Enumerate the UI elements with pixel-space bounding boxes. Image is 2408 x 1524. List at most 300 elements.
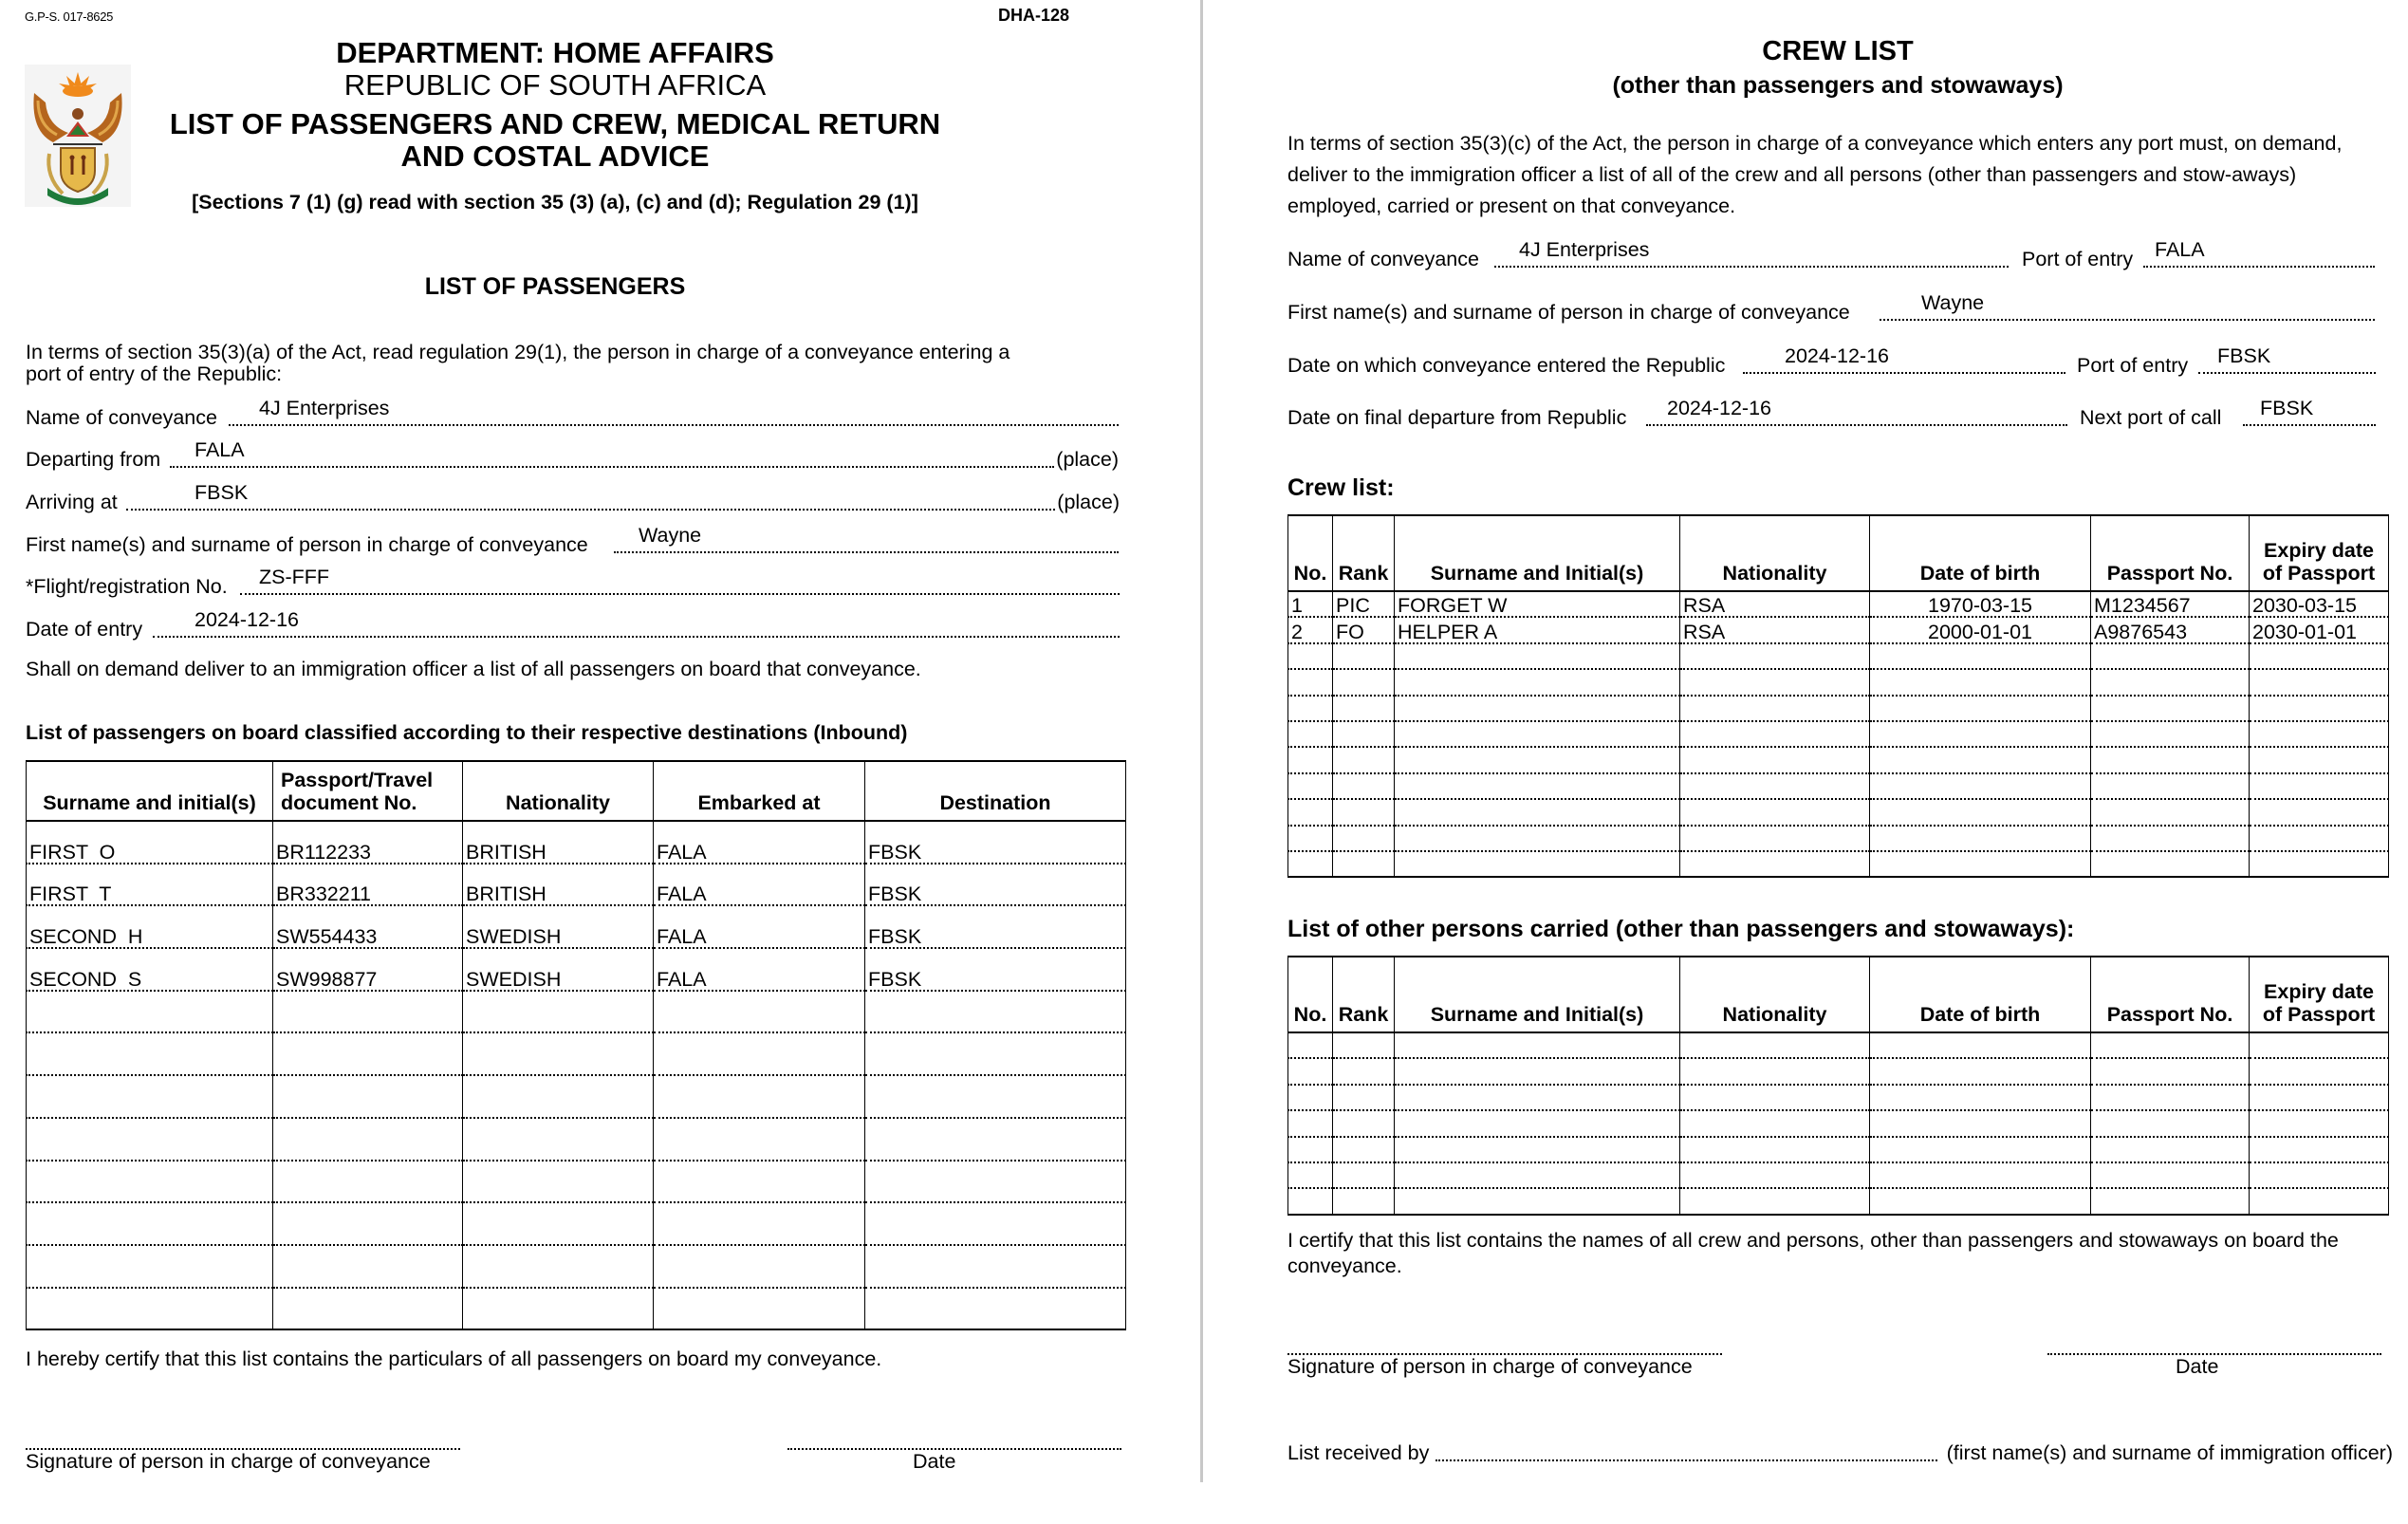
passenger-cell[interactable] bbox=[865, 991, 1126, 1033]
crew-cell[interactable]: 2 bbox=[1288, 617, 1333, 642]
crew-cell[interactable] bbox=[2091, 826, 2250, 851]
passengers-intro: In terms of section 35(3)(a) of the Act, read regulation 29(1), the person in charge of a conveyance entering a port of entry of the Republic: bbox=[26, 341, 1010, 385]
crew-cell[interactable] bbox=[1395, 721, 1680, 747]
other-person-cell[interactable] bbox=[2091, 1188, 2250, 1214]
other-person-cell[interactable] bbox=[1288, 1032, 1333, 1058]
other-person-cell[interactable] bbox=[1333, 1162, 1395, 1188]
passenger-cell[interactable]: FBSK bbox=[865, 821, 1126, 864]
field-label: First name(s) and surname of person in charge of conveyance bbox=[26, 533, 588, 556]
crew-cell[interactable]: 2030-01-01 bbox=[2250, 617, 2389, 642]
crew-cell[interactable] bbox=[1395, 799, 1680, 825]
field-date-of-entry bbox=[26, 608, 1120, 641]
date-of-entry-input[interactable]: 2024-12-16 bbox=[194, 608, 299, 631]
crew-cell[interactable] bbox=[1333, 826, 1395, 851]
crew-cell[interactable] bbox=[1395, 826, 1680, 851]
dotted-line bbox=[229, 424, 1119, 426]
other-person-cell[interactable] bbox=[1395, 1110, 1680, 1136]
passenger-cell[interactable]: FIRST T bbox=[27, 864, 273, 906]
crew-row bbox=[1288, 721, 2389, 747]
other-person-cell[interactable] bbox=[1395, 1058, 1680, 1084]
other-person-cell[interactable] bbox=[2250, 1162, 2389, 1188]
other-person-cell[interactable] bbox=[1333, 1085, 1395, 1110]
crew-cell[interactable] bbox=[1870, 851, 2091, 877]
field-suffix: (first name(s) and surname of immigration officer) bbox=[1946, 1441, 2393, 1464]
passenger-cell[interactable]: FBSK bbox=[865, 905, 1126, 948]
country-title: REPUBLIC OF SOUTH AFRICA bbox=[343, 68, 767, 102]
field-label: *Flight/registration No. bbox=[26, 575, 228, 598]
col-header-passport: Passport No. bbox=[2091, 515, 2250, 591]
crew-cell[interactable] bbox=[1288, 669, 1333, 695]
field-label: Next port of call bbox=[2080, 406, 2222, 429]
passenger-cell[interactable] bbox=[463, 1032, 654, 1075]
other-person-cell[interactable] bbox=[1680, 1162, 1870, 1188]
crew-cell[interactable]: RSA bbox=[1680, 591, 1870, 617]
page-divider bbox=[1200, 0, 1203, 1482]
other-person-cell[interactable] bbox=[1395, 1137, 1680, 1162]
passenger-cell[interactable]: FALA bbox=[654, 864, 865, 906]
crew-conveyance-name-input[interactable]: 4J Enterprises bbox=[1519, 238, 1650, 261]
crew-list-subtitle: (other than passengers and stowaways) bbox=[1612, 72, 2064, 99]
passenger-cell[interactable] bbox=[654, 1075, 865, 1118]
passenger-cell[interactable] bbox=[865, 1288, 1126, 1330]
passengers-section-title: LIST OF PASSENGERS bbox=[424, 273, 686, 300]
passenger-cell[interactable]: SW554433 bbox=[273, 905, 463, 948]
passenger-cell[interactable] bbox=[27, 1288, 273, 1330]
flight-registration-input[interactable]: ZS-FFF bbox=[259, 566, 330, 588]
passenger-cell[interactable] bbox=[654, 1202, 865, 1245]
crew-port-of-entry-2-input[interactable]: FBSK bbox=[2217, 344, 2271, 367]
crew-cell[interactable]: FO bbox=[1333, 617, 1395, 642]
passenger-certification: I hereby certify that this list contains the particulars of all passengers on board my conveyance. bbox=[26, 1347, 882, 1370]
crew-cell[interactable] bbox=[1870, 669, 2091, 695]
other-person-cell[interactable] bbox=[1395, 1162, 1680, 1188]
coat-of-arms-icon bbox=[25, 65, 131, 207]
passenger-row bbox=[27, 1118, 1126, 1161]
crew-cell[interactable] bbox=[2091, 696, 2250, 721]
passenger-cell[interactable]: BRITISH bbox=[463, 821, 654, 864]
crew-cell[interactable] bbox=[1333, 696, 1395, 721]
crew-cell[interactable] bbox=[2250, 696, 2389, 721]
field-label: Date on which conveyance entered the Republic bbox=[1287, 354, 1726, 377]
crew-cell[interactable] bbox=[1395, 669, 1680, 695]
crew-cell[interactable] bbox=[2091, 747, 2250, 772]
crew-signature-label: Signature of person in charge of conveyance bbox=[1287, 1355, 1693, 1378]
col-header-nationality: Nationality bbox=[1680, 957, 1870, 1032]
crew-cell[interactable] bbox=[1333, 721, 1395, 747]
other-person-row bbox=[1288, 1032, 2389, 1058]
passenger-row bbox=[27, 1032, 1126, 1075]
col-header-surname: Surname and Initial(s) bbox=[1395, 515, 1680, 591]
passenger-row bbox=[27, 1161, 1126, 1203]
crew-cell[interactable] bbox=[1288, 773, 1333, 799]
other-person-cell[interactable] bbox=[1395, 1188, 1680, 1214]
crew-cell[interactable] bbox=[1395, 851, 1680, 877]
crew-cell[interactable]: PIC bbox=[1333, 591, 1395, 617]
passenger-cell[interactable] bbox=[27, 991, 273, 1033]
other-person-cell[interactable] bbox=[1288, 1188, 1333, 1214]
crew-date-entered-input[interactable]: 2024-12-16 bbox=[1785, 344, 1889, 367]
crew-cell[interactable] bbox=[2250, 799, 2389, 825]
field-label: Port of entry bbox=[2077, 354, 2189, 377]
crew-port-of-entry-1-input[interactable]: FALA bbox=[2155, 238, 2205, 261]
crew-cell[interactable] bbox=[2091, 851, 2250, 877]
other-person-cell[interactable] bbox=[2091, 1110, 2250, 1136]
passenger-cell[interactable] bbox=[865, 1075, 1126, 1118]
crew-cell[interactable] bbox=[1288, 696, 1333, 721]
crew-table-header bbox=[1288, 515, 2389, 591]
passenger-cell[interactable] bbox=[273, 1245, 463, 1288]
other-person-cell[interactable] bbox=[2091, 1032, 2250, 1058]
passenger-cell[interactable] bbox=[27, 1202, 273, 1245]
field-crew-date-departure bbox=[1287, 397, 2067, 430]
col-header-surname: Surname and initial(s) bbox=[27, 761, 273, 821]
col-header-no: No. bbox=[1288, 515, 1333, 591]
passenger-cell[interactable] bbox=[865, 1032, 1126, 1075]
passenger-cell[interactable] bbox=[865, 1161, 1126, 1203]
col-header-passport: Passport/Travel document No. bbox=[273, 761, 463, 821]
passenger-cell[interactable] bbox=[865, 1202, 1126, 1245]
passenger-row bbox=[27, 864, 1126, 906]
field-crew-next-port bbox=[2080, 397, 2376, 430]
crew-cell[interactable] bbox=[1395, 773, 1680, 799]
crew-row bbox=[1288, 826, 2389, 851]
crew-cell[interactable] bbox=[1680, 799, 1870, 825]
crew-cell[interactable] bbox=[1333, 747, 1395, 772]
passenger-cell[interactable] bbox=[27, 1118, 273, 1161]
dotted-line bbox=[1743, 372, 2065, 374]
passenger-row bbox=[27, 991, 1126, 1033]
passenger-cell[interactable] bbox=[654, 1288, 865, 1330]
other-person-row bbox=[1288, 1110, 2389, 1136]
crew-cell[interactable]: HELPER A bbox=[1395, 617, 1680, 642]
passenger-cell[interactable]: SECOND S bbox=[27, 948, 273, 991]
passenger-cell[interactable] bbox=[273, 1075, 463, 1118]
crew-cell[interactable] bbox=[1680, 721, 1870, 747]
crew-cell[interactable] bbox=[2091, 773, 2250, 799]
passenger-cell[interactable] bbox=[654, 1032, 865, 1075]
passenger-table bbox=[26, 760, 1126, 1330]
other-person-cell[interactable] bbox=[1680, 1032, 1870, 1058]
passenger-cell[interactable]: FBSK bbox=[865, 864, 1126, 906]
col-header-surname: Surname and Initial(s) bbox=[1395, 957, 1680, 1032]
dotted-line bbox=[614, 551, 1119, 553]
other-person-cell[interactable] bbox=[2091, 1085, 2250, 1110]
other-person-cell[interactable] bbox=[2091, 1137, 2250, 1162]
crew-cell[interactable] bbox=[2250, 721, 2389, 747]
crew-cell[interactable] bbox=[1680, 826, 1870, 851]
passenger-cell[interactable] bbox=[27, 1245, 273, 1288]
passenger-cell[interactable]: BRITISH bbox=[463, 864, 654, 906]
others-table-header bbox=[1288, 957, 2389, 1032]
crew-cell[interactable]: A9876543 bbox=[2091, 617, 2250, 642]
col-header-passport: Passport No. bbox=[2091, 957, 2250, 1032]
passenger-cell[interactable] bbox=[865, 1245, 1126, 1288]
crew-row bbox=[1288, 851, 2389, 877]
crew-cell[interactable] bbox=[1288, 851, 1333, 877]
passenger-cell[interactable] bbox=[463, 1118, 654, 1161]
crew-cell[interactable] bbox=[2091, 721, 2250, 747]
field-flight-registration bbox=[26, 566, 1120, 599]
crew-cell[interactable] bbox=[2091, 669, 2250, 695]
conveyance-name-input[interactable]: 4J Enterprises bbox=[259, 397, 390, 419]
crew-row bbox=[1288, 799, 2389, 825]
other-person-cell[interactable] bbox=[2250, 1137, 2389, 1162]
col-header-nationality: Nationality bbox=[463, 761, 654, 821]
field-label: Port of entry bbox=[2022, 248, 2134, 270]
crew-cell[interactable] bbox=[1870, 799, 2091, 825]
crew-cell[interactable] bbox=[2250, 669, 2389, 695]
other-person-cell[interactable] bbox=[1870, 1032, 2091, 1058]
passenger-cell[interactable] bbox=[27, 1032, 273, 1075]
crew-cell[interactable] bbox=[1870, 826, 2091, 851]
crew-row bbox=[1288, 773, 2389, 799]
crew-next-port-input[interactable]: FBSK bbox=[2260, 397, 2314, 419]
field-crew-date-entered bbox=[1287, 344, 2065, 378]
other-person-row bbox=[1288, 1162, 2389, 1188]
crew-cell[interactable] bbox=[1288, 721, 1333, 747]
field-label: Name of conveyance bbox=[1287, 248, 1479, 270]
crew-cell[interactable] bbox=[2250, 773, 2389, 799]
passenger-cell[interactable] bbox=[654, 1118, 865, 1161]
col-header-dob: Date of birth bbox=[1870, 515, 2091, 591]
dotted-line bbox=[1494, 266, 2009, 268]
crew-cell[interactable] bbox=[1333, 643, 1395, 669]
department-title: DEPARTMENT: HOME AFFAIRS bbox=[336, 36, 774, 69]
passenger-cell[interactable] bbox=[463, 1161, 654, 1203]
crew-cell[interactable] bbox=[1288, 643, 1333, 669]
field-arriving-at bbox=[26, 481, 1120, 514]
passenger-date-label: Date bbox=[913, 1450, 956, 1473]
passenger-cell[interactable] bbox=[654, 991, 865, 1033]
crew-date-departure-input[interactable]: 2024-12-16 bbox=[1667, 397, 1771, 419]
other-person-cell[interactable] bbox=[1288, 1085, 1333, 1110]
col-header-destination: Destination bbox=[865, 761, 1126, 821]
passenger-row bbox=[27, 1245, 1126, 1288]
other-person-cell[interactable] bbox=[1288, 1110, 1333, 1136]
other-person-row bbox=[1288, 1137, 2389, 1162]
other-person-row bbox=[1288, 1085, 2389, 1110]
passenger-cell[interactable] bbox=[273, 1161, 463, 1203]
passenger-cell[interactable] bbox=[463, 991, 654, 1033]
col-header-rank: Rank bbox=[1333, 515, 1395, 591]
other-person-cell[interactable] bbox=[1333, 1032, 1395, 1058]
form-title: LIST OF PASSENGERS AND CREW, MEDICAL RETURN AND COSTAL ADVICE bbox=[169, 107, 941, 173]
other-person-cell[interactable] bbox=[2091, 1162, 2250, 1188]
crew-cell[interactable] bbox=[1870, 773, 2091, 799]
crew-cell[interactable] bbox=[2250, 643, 2389, 669]
crew-cell[interactable] bbox=[1680, 773, 1870, 799]
crew-cell[interactable] bbox=[1870, 747, 2091, 772]
field-label: Date of entry bbox=[26, 618, 143, 641]
field-departing-from bbox=[26, 438, 1119, 472]
arriving-at-input[interactable]: FBSK bbox=[194, 481, 249, 504]
other-person-cell[interactable] bbox=[1333, 1058, 1395, 1084]
other-person-cell[interactable] bbox=[1395, 1085, 1680, 1110]
passenger-cell[interactable] bbox=[463, 1288, 654, 1330]
passenger-row bbox=[27, 1202, 1126, 1245]
passenger-cell[interactable]: BR112233 bbox=[273, 821, 463, 864]
crew-cell[interactable]: 1 bbox=[1288, 591, 1333, 617]
field-label: List received by bbox=[1287, 1441, 1430, 1464]
crew-cell[interactable]: FORGET W bbox=[1395, 591, 1680, 617]
other-person-cell[interactable] bbox=[1680, 1110, 1870, 1136]
passenger-cell[interactable] bbox=[273, 1288, 463, 1330]
passenger-cell[interactable] bbox=[463, 1202, 654, 1245]
field-conveyance-name bbox=[26, 397, 1119, 430]
passenger-cell[interactable]: FALA bbox=[654, 905, 865, 948]
received-by-line[interactable] bbox=[1436, 1459, 1937, 1461]
col-header-rank: Rank bbox=[1333, 957, 1395, 1032]
person-in-charge-input[interactable]: Wayne bbox=[639, 524, 702, 547]
crew-cell[interactable] bbox=[1680, 696, 1870, 721]
crew-certification: I certify that this list contains the names of all crew and persons, other than passengers and stowaways on board the conveyance. bbox=[1287, 1229, 2339, 1277]
passenger-cell[interactable]: FALA bbox=[654, 821, 865, 864]
dotted-line bbox=[1646, 424, 2067, 426]
other-person-cell[interactable] bbox=[1395, 1032, 1680, 1058]
passenger-cell[interactable] bbox=[27, 1161, 273, 1203]
passenger-table-title: List of passengers on board classified according to their respective destinations (Inbound) bbox=[26, 721, 908, 744]
form-number: DHA-128 bbox=[998, 6, 1070, 25]
passenger-cell[interactable]: SWEDISH bbox=[463, 948, 654, 991]
crew-cell[interactable] bbox=[2250, 747, 2389, 772]
passenger-cell[interactable] bbox=[273, 1032, 463, 1075]
col-header-nationality: Nationality bbox=[1680, 515, 1870, 591]
crew-cell[interactable] bbox=[2091, 643, 2250, 669]
other-person-cell[interactable] bbox=[1680, 1058, 1870, 1084]
crew-cell[interactable] bbox=[1288, 747, 1333, 772]
other-person-cell[interactable] bbox=[1333, 1137, 1395, 1162]
col-header-dob: Date of birth bbox=[1870, 957, 2091, 1032]
legal-reference: [Sections 7 (1) (g) read with section 35 (3) (a), (c) and (d); Regulation 29 (1)] bbox=[192, 191, 918, 214]
other-person-cell[interactable] bbox=[2091, 1058, 2250, 1084]
passenger-cell[interactable]: FALA bbox=[654, 948, 865, 991]
dotted-line bbox=[170, 466, 1054, 468]
col-header-expiry: Expiry date of Passport bbox=[2250, 957, 2389, 1032]
passenger-cell[interactable] bbox=[27, 1075, 273, 1118]
crew-cell[interactable] bbox=[1395, 747, 1680, 772]
other-person-cell[interactable] bbox=[1870, 1085, 2091, 1110]
crew-row bbox=[1288, 617, 2389, 642]
other-person-cell[interactable] bbox=[2250, 1188, 2389, 1214]
crew-cell[interactable] bbox=[1288, 799, 1333, 825]
dotted-line bbox=[2198, 372, 2376, 374]
passenger-cell[interactable]: SWEDISH bbox=[463, 905, 654, 948]
crew-cell[interactable]: 2030-03-15 bbox=[2250, 591, 2389, 617]
passenger-cell[interactable]: BR332211 bbox=[273, 864, 463, 906]
passenger-cell[interactable] bbox=[865, 1118, 1126, 1161]
other-person-cell[interactable] bbox=[1680, 1137, 1870, 1162]
crew-cell[interactable] bbox=[1870, 643, 2091, 669]
crew-cell[interactable] bbox=[1680, 851, 1870, 877]
others-table bbox=[1287, 956, 2389, 1216]
crew-cell[interactable] bbox=[1333, 851, 1395, 877]
other-person-cell[interactable] bbox=[1288, 1162, 1333, 1188]
passenger-signature-label: Signature of person in charge of conveyance bbox=[26, 1450, 431, 1473]
passenger-cell[interactable] bbox=[463, 1245, 654, 1288]
crew-cell[interactable] bbox=[1680, 669, 1870, 695]
crew-cell[interactable] bbox=[1395, 696, 1680, 721]
passenger-cell[interactable] bbox=[273, 1118, 463, 1161]
crew-cell[interactable]: 1970-03-15 bbox=[1870, 591, 2091, 617]
crew-list-title: CREW LIST bbox=[1762, 36, 1914, 66]
field-crew-person-in-charge bbox=[1287, 291, 2375, 325]
field-label: Arriving at bbox=[26, 491, 118, 513]
crew-person-in-charge-input[interactable]: Wayne bbox=[1921, 291, 1985, 314]
passenger-cell[interactable] bbox=[273, 991, 463, 1033]
col-header-embarked: Embarked at bbox=[654, 761, 865, 821]
other-person-cell[interactable] bbox=[1870, 1058, 2091, 1084]
other-person-cell[interactable] bbox=[1870, 1188, 2091, 1214]
passenger-row bbox=[27, 1288, 1126, 1330]
passenger-cell[interactable] bbox=[463, 1075, 654, 1118]
crew-row bbox=[1288, 747, 2389, 772]
crew-cell[interactable] bbox=[1680, 643, 1870, 669]
crew-cell[interactable] bbox=[1333, 799, 1395, 825]
other-person-cell[interactable] bbox=[2250, 1085, 2389, 1110]
passenger-cell[interactable] bbox=[654, 1245, 865, 1288]
other-person-cell[interactable] bbox=[2250, 1032, 2389, 1058]
passenger-cell[interactable]: SW998877 bbox=[273, 948, 463, 991]
passenger-cell[interactable] bbox=[273, 1202, 463, 1245]
dotted-line bbox=[240, 593, 1120, 595]
crew-cell[interactable]: 2000-01-01 bbox=[1870, 617, 2091, 642]
crew-cell[interactable]: RSA bbox=[1680, 617, 1870, 642]
passenger-row bbox=[27, 905, 1126, 948]
other-person-cell[interactable] bbox=[2250, 1058, 2389, 1084]
other-person-cell[interactable] bbox=[1333, 1110, 1395, 1136]
field-label: Name of conveyance bbox=[26, 406, 217, 429]
crew-cell[interactable] bbox=[2091, 799, 2250, 825]
passenger-cell[interactable] bbox=[654, 1161, 865, 1203]
crew-table bbox=[1287, 514, 2389, 878]
other-person-cell[interactable] bbox=[1680, 1085, 1870, 1110]
crew-cell[interactable] bbox=[1870, 696, 2091, 721]
others-table-title: List of other persons carried (other than passengers and stowaways): bbox=[1287, 916, 2075, 942]
dotted-line bbox=[1880, 319, 2375, 321]
other-person-cell[interactable] bbox=[1870, 1162, 2091, 1188]
other-person-cell[interactable] bbox=[1870, 1137, 2091, 1162]
other-person-cell[interactable] bbox=[1333, 1188, 1395, 1214]
field-crew-conveyance-name bbox=[1287, 238, 2009, 271]
crew-cell[interactable] bbox=[1395, 643, 1680, 669]
crew-cell[interactable] bbox=[1288, 826, 1333, 851]
crew-date-label: Date bbox=[2176, 1355, 2219, 1378]
other-person-cell[interactable] bbox=[2250, 1110, 2389, 1136]
crew-cell[interactable] bbox=[1870, 721, 2091, 747]
crew-cell[interactable] bbox=[1333, 773, 1395, 799]
passenger-cell[interactable]: FBSK bbox=[865, 948, 1126, 991]
dotted-line bbox=[2143, 266, 2375, 268]
crew-cell[interactable] bbox=[1333, 669, 1395, 695]
other-person-cell[interactable] bbox=[1680, 1188, 1870, 1214]
passenger-cell[interactable]: SECOND H bbox=[27, 905, 273, 948]
other-person-cell[interactable] bbox=[1288, 1058, 1333, 1084]
departing-from-input[interactable]: FALA bbox=[194, 438, 245, 461]
crew-cell[interactable] bbox=[2250, 826, 2389, 851]
other-person-cell[interactable] bbox=[1288, 1137, 1333, 1162]
passenger-row bbox=[27, 948, 1126, 991]
dotted-line bbox=[2243, 424, 2376, 426]
field-person-in-charge bbox=[26, 524, 1119, 557]
other-person-cell[interactable] bbox=[1870, 1110, 2091, 1136]
demand-text: Shall on demand deliver to an immigration officer a list of all passengers on board that conveyance. bbox=[26, 658, 921, 680]
crew-row bbox=[1288, 643, 2389, 669]
crew-cell[interactable] bbox=[1680, 747, 1870, 772]
crew-cell[interactable] bbox=[2250, 851, 2389, 877]
passenger-cell[interactable]: FIRST O bbox=[27, 821, 273, 864]
crew-cell[interactable]: M1234567 bbox=[2091, 591, 2250, 617]
crew-intro: In terms of section 35(3)(c) of the Act, the person in charge of a conveyance which enters any port must, on demand, deliver to the immigration officer a list of all of the crew and all persons (other than passengers and stow-aways) employed, carried or present on that conveyance. bbox=[1287, 132, 2343, 217]
